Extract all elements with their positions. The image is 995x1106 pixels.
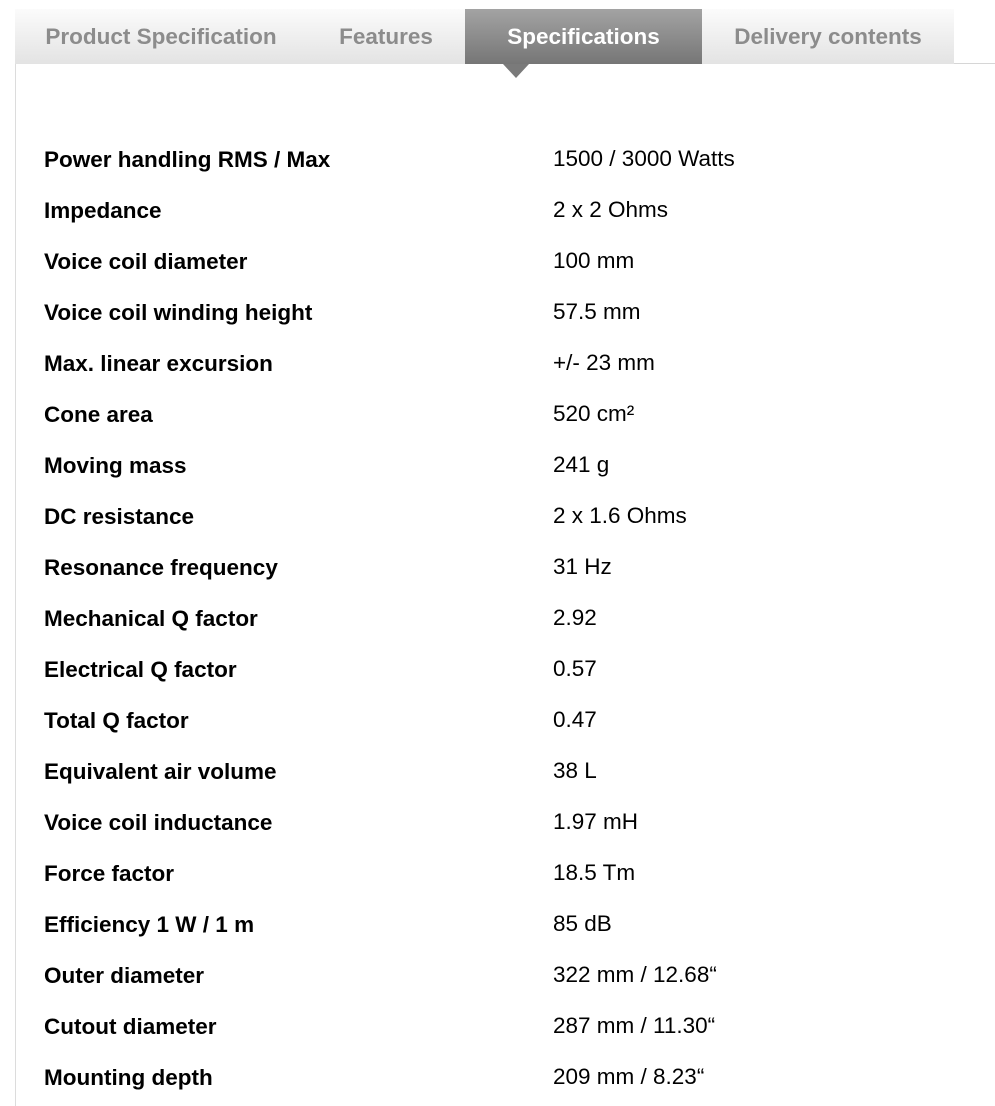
spec-label: Resonance frequency bbox=[44, 555, 278, 580]
spec-value: 2.92 bbox=[553, 605, 597, 630]
spec-value: 2 x 1.6 Ohms bbox=[553, 503, 687, 528]
table-row bbox=[44, 390, 984, 441]
table-row bbox=[44, 1002, 984, 1053]
tab-label: Delivery contents bbox=[734, 24, 922, 49]
table-row bbox=[44, 1053, 984, 1104]
spec-value: 322 mm / 12.68“ bbox=[553, 962, 717, 987]
table-row bbox=[44, 849, 984, 900]
table-row bbox=[44, 951, 984, 1002]
spec-value: 18.5 Tm bbox=[553, 860, 636, 885]
table-row bbox=[44, 339, 984, 390]
table-row bbox=[44, 237, 984, 288]
table-row bbox=[44, 798, 984, 849]
spec-label: Impedance bbox=[44, 198, 162, 223]
tab-features[interactable] bbox=[307, 9, 465, 64]
tab-bar bbox=[15, 9, 954, 64]
spec-label: Outer diameter bbox=[44, 963, 205, 988]
spec-value: 209 mm / 8.23“ bbox=[553, 1064, 705, 1089]
spec-value: 100 mm bbox=[553, 248, 635, 273]
spec-label: Power handling RMS / Max bbox=[44, 147, 331, 172]
spec-label: Moving mass bbox=[44, 453, 187, 478]
table-row bbox=[44, 900, 984, 951]
spec-value: 1500 / 3000 Watts bbox=[553, 146, 735, 171]
tab-label: Specifications bbox=[507, 24, 660, 49]
tab-label: Product Specification bbox=[45, 24, 277, 49]
spec-value: 241 g bbox=[553, 452, 610, 477]
active-tab-pointer bbox=[503, 64, 529, 78]
table-row bbox=[44, 594, 984, 645]
specifications-table bbox=[44, 135, 984, 1104]
spec-label: Equivalent air volume bbox=[44, 759, 277, 784]
spec-label: Mounting depth bbox=[44, 1065, 213, 1090]
spec-value: 0.47 bbox=[553, 707, 597, 732]
tab-specifications[interactable] bbox=[465, 9, 702, 64]
spec-label: Efficiency 1 W / 1 m bbox=[44, 912, 255, 937]
spec-label: Mechanical Q factor bbox=[44, 606, 258, 631]
spec-label: Voice coil winding height bbox=[44, 300, 313, 325]
tab-label: Features bbox=[339, 24, 433, 49]
spec-value: 0.57 bbox=[553, 656, 597, 681]
tab-bar-baseline bbox=[954, 63, 995, 64]
table-row bbox=[44, 747, 984, 798]
table-row bbox=[44, 543, 984, 594]
spec-label: Voice coil diameter bbox=[44, 249, 248, 274]
spec-value: 1.97 mH bbox=[553, 809, 639, 834]
spec-label: Force factor bbox=[44, 861, 175, 886]
spec-value: 520 cm² bbox=[553, 401, 635, 426]
spec-label: Cone area bbox=[44, 402, 153, 427]
spec-label: DC resistance bbox=[44, 504, 195, 529]
table-row bbox=[44, 288, 984, 339]
table-row bbox=[44, 186, 984, 237]
content-left-border bbox=[15, 64, 16, 1106]
spec-label: Total Q factor bbox=[44, 708, 189, 733]
table-row bbox=[44, 492, 984, 543]
spec-label: Max. linear excursion bbox=[44, 351, 273, 376]
tab-product-specification[interactable] bbox=[15, 9, 307, 64]
spec-value: 2 x 2 Ohms bbox=[553, 197, 669, 222]
spec-value: 57.5 mm bbox=[553, 299, 641, 324]
spec-label: Electrical Q factor bbox=[44, 657, 237, 682]
spec-value: 287 mm / 11.30“ bbox=[553, 1013, 716, 1038]
table-row bbox=[44, 135, 984, 186]
spec-value: 31 Hz bbox=[553, 554, 612, 579]
table-row bbox=[44, 441, 984, 492]
spec-label: Voice coil inductance bbox=[44, 810, 273, 835]
table-row bbox=[44, 645, 984, 696]
spec-label: Cutout diameter bbox=[44, 1014, 217, 1039]
spec-value: 38 L bbox=[553, 758, 597, 783]
table-row bbox=[44, 696, 984, 747]
spec-value: 85 dB bbox=[553, 911, 612, 936]
tab-delivery-contents[interactable] bbox=[702, 9, 954, 64]
spec-value: +/- 23 mm bbox=[553, 350, 655, 375]
